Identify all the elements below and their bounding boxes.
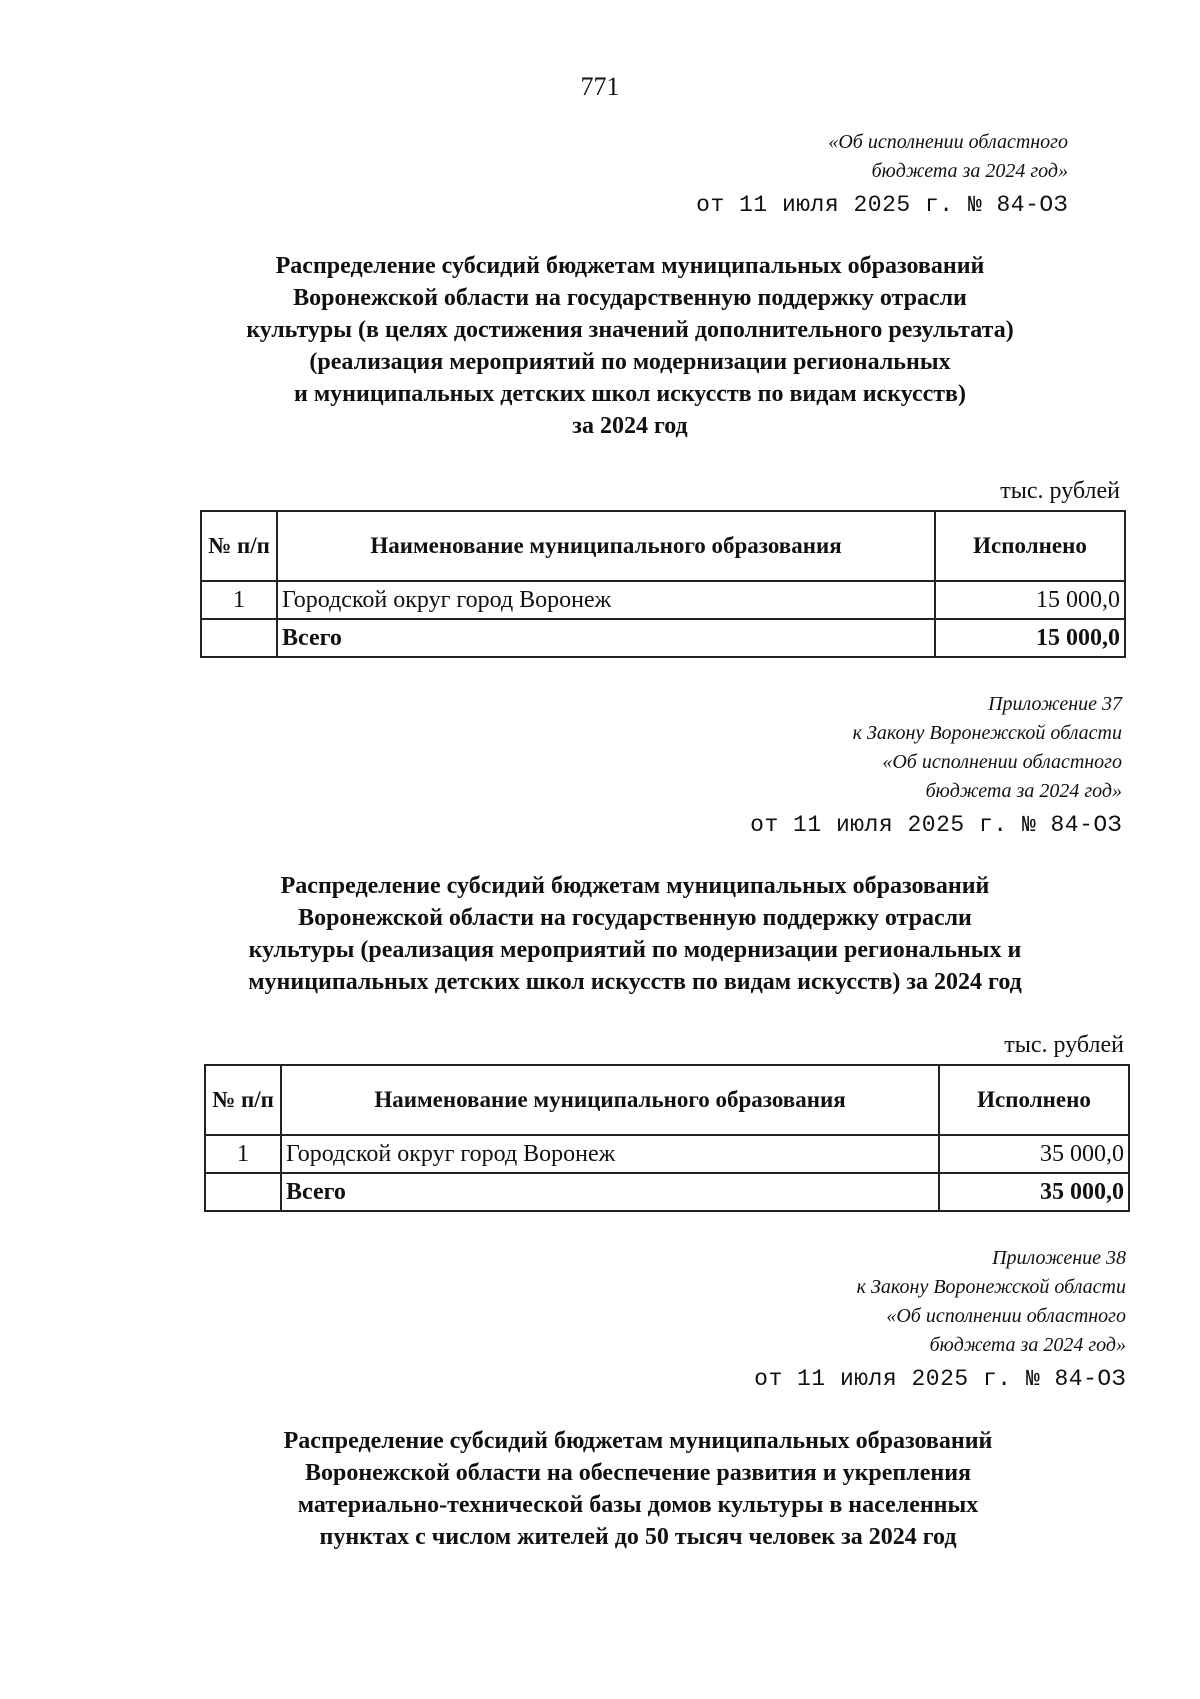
- title-line: Распределение субсидий бюджетам муниципальных образований: [280, 873, 990, 899]
- total-label: Всего: [277, 619, 935, 657]
- title-line: культуры (реализация мероприятий по модернизации региональных и: [248, 937, 1022, 963]
- row-value: 15 000,0: [935, 581, 1125, 619]
- total-empty: [201, 619, 277, 657]
- total-value: 35 000,0: [939, 1173, 1129, 1211]
- total-empty: [205, 1173, 281, 1211]
- section1-title: [160, 250, 1100, 442]
- appendix-line: «Об исполнении областного: [882, 751, 1122, 773]
- section2-title: [165, 870, 1105, 998]
- header-num: № п/п: [201, 511, 277, 581]
- title-line: и муниципальных детских школ искусств по видам искусств): [293, 381, 967, 407]
- section3-title: [168, 1425, 1108, 1553]
- table-row: [205, 1135, 1129, 1173]
- appendix-line: бюджета за 2024 год»: [929, 1334, 1126, 1356]
- table-total-row: [201, 619, 1125, 657]
- title-line: материально-технической базы домов культуры в населенных: [297, 1492, 979, 1518]
- total-value: 15 000,0: [935, 619, 1125, 657]
- row-num: 1: [201, 581, 277, 619]
- appendix37-note: [522, 690, 1122, 842]
- appendix-line: бюджета за 2024 год»: [925, 780, 1122, 802]
- title-line: пунктах с числом жителей до 50 тысяч человек за 2024 год: [319, 1524, 957, 1550]
- header-note-line: «Об исполнении областного: [828, 131, 1068, 153]
- table-header-row: [201, 511, 1125, 581]
- total-label: Всего: [281, 1173, 939, 1211]
- header-num: № п/п: [205, 1065, 281, 1135]
- law-date: от 11 июля 2025 г. № 84-ОЗ: [696, 192, 1068, 218]
- title-line: за 2024 год: [572, 413, 688, 439]
- header-value: Исполнено: [939, 1065, 1129, 1135]
- table-row: [201, 581, 1125, 619]
- title-line: Распределение субсидий бюджетам муниципальных образований: [283, 1428, 993, 1454]
- title-line: Воронежской области на государственную поддержку отрасли: [293, 285, 967, 311]
- appendix-line: Приложение 37: [988, 693, 1122, 715]
- appendix-line: «Об исполнении областного: [886, 1305, 1126, 1327]
- law-date: от 11 июля 2025 г. № 84-ОЗ: [754, 1366, 1126, 1392]
- unit-label: тыс. рублей: [1000, 478, 1120, 504]
- appendix-line: к Закону Воронежской области: [852, 722, 1122, 744]
- table-header-row: [205, 1065, 1129, 1135]
- title-line: культуры (в целях достижения значений дополнительного результата): [246, 317, 1014, 343]
- row-value: 35 000,0: [939, 1135, 1129, 1173]
- table-total-row: [205, 1173, 1129, 1211]
- page-number: 771: [580, 72, 620, 101]
- appendix38-note: [526, 1244, 1126, 1396]
- title-line: Воронежской области на государственную поддержку отрасли: [298, 905, 972, 931]
- appendix-line: Приложение 38: [992, 1247, 1126, 1269]
- unit-label: тыс. рублей: [1004, 1032, 1124, 1058]
- header-name: Наименование муниципального образования: [277, 511, 935, 581]
- header-note-line: бюджета за 2024 год»: [871, 160, 1068, 182]
- header-value: Исполнено: [935, 511, 1125, 581]
- title-line: муниципальных детских школ искусств по видам искусств) за 2024 год: [248, 969, 1022, 995]
- section2-table: [204, 1064, 1130, 1212]
- title-line: Распределение субсидий бюджетам муниципальных образований: [275, 253, 985, 279]
- header-note: [468, 128, 1068, 222]
- row-name: Городской округ город Воронеж: [277, 581, 935, 619]
- row-num: 1: [205, 1135, 281, 1173]
- title-line: Воронежской области на обеспечение развития и укрепления: [304, 1460, 972, 1486]
- law-date: от 11 июля 2025 г. № 84-ОЗ: [750, 812, 1122, 838]
- title-line: (реализация мероприятий по модернизации региональных: [309, 349, 951, 375]
- row-name: Городской округ город Воронеж: [281, 1135, 939, 1173]
- header-name: Наименование муниципального образования: [281, 1065, 939, 1135]
- appendix-line: к Закону Воронежской области: [856, 1276, 1126, 1298]
- section1-table: [200, 510, 1126, 658]
